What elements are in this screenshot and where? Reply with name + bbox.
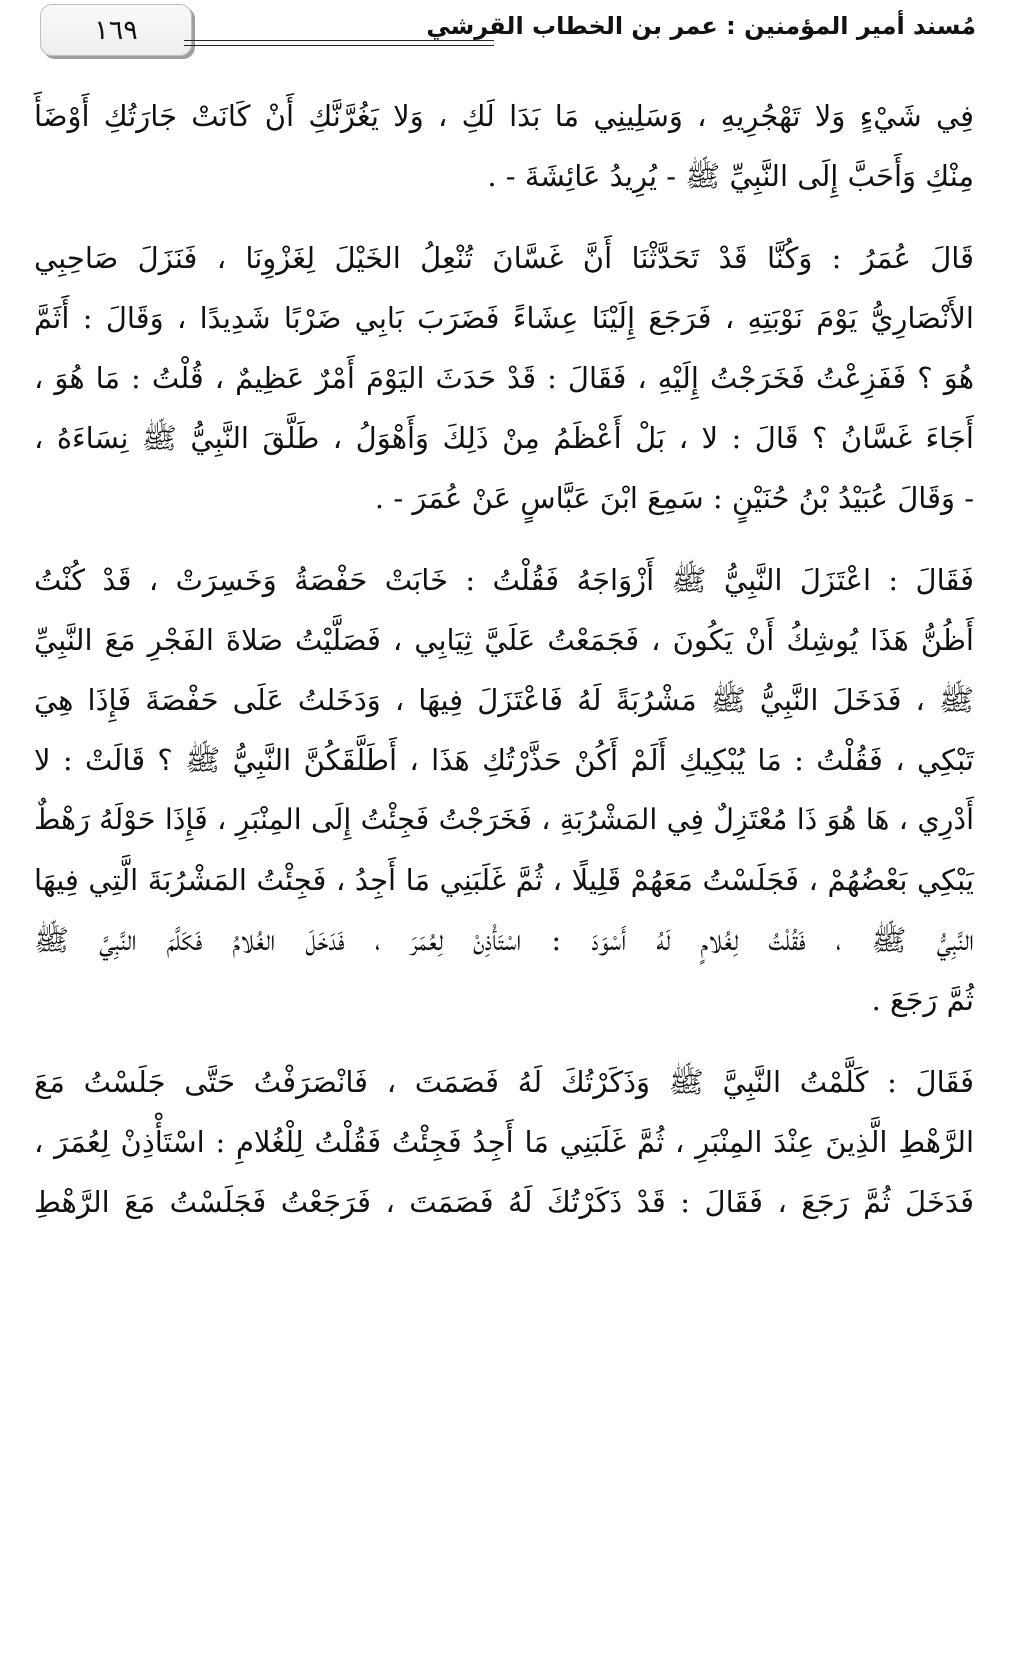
page-header [34, 2, 976, 62]
text-line: فَقَالَ : كَلَّمْتُ النَّبِيَّ ﷺ وَذَكَرْتُكَ لَهُ فَصَمَتَ ، فَانْصَرَفْتُ حَتَّى جَلَسْتُ مَعَ [34, 1065, 974, 1099]
text-line: تَبْكِي ، فَقُلْتُ : مَا يُبْكِيكِ أَلَمْ أَكُنْ حَذَّرْتُكِ هَذَا ، أَطَلَّقَكُنَّ النَّبِيُّ ﷺ ؟ قَالَتْ : لا [34, 743, 974, 777]
text-line: ﷺ ، فَدَخَلَ النَّبِيُّ ﷺ مَشْرُبَةً لَهُ فَاعْتَزَلَ فِيهَا ، وَدَخَلتُ عَلَى حَفْصَةَ فَإِذَا هِيَ [34, 683, 974, 717]
body-text [34, 86, 974, 1232]
text-line: أَجَاءَ غَسَّانُ ؟ قَالَ : لا ، بَلْ أَعْظَمُ مِنْ ذَلِكَ وَأَهْوَلُ ، طَلَّقَ النَّبِيُّ ﷺ نِسَاءَهُ ، [34, 421, 974, 455]
text-line: يَبْكِي بَعْضُهُمْ ، فَجَلَسْتُ مَعَهُمْ قَلِيلًا ، ثُمَّ غَلَبَنِي مَا أَجِدُ ، فَجِئْتُ المَشْرُبَةَ الَّتِي فِيهَا [34, 863, 974, 897]
text-line: هُوَ ؟ فَفَزِعْتُ فَخَرَجْتُ إِلَيْهِ ، فَقَالَ : قَدْ حَدَثَ اليَوْمَ أَمْرٌ عَظِيمٌ ، قُلْتُ : مَا هُوَ ، [34, 361, 974, 395]
text-line: الرَّهْطِ الَّذِينَ عِنْدَ المِنْبَرِ ، ثُمَّ غَلَبَنِي مَا أَجِدُ فَجِئْتُ فَقُلْتُ لِلْغُلامِ : اسْتَأْذِنْ لِعُمَرَ ، [34, 1125, 974, 1159]
paragraph-4 [34, 1052, 974, 1232]
text-line: الأَنْصَارِيُّ يَوْمَ نَوْبَتِهِ ، فَرَجَعَ إِلَيْنَا عِشَاءً فَضَرَبَ بَابِي ضَرْبًا شَدِيدًا ، وَقَالَ : أَثَمَّ [34, 301, 974, 335]
paragraph-1 [34, 86, 974, 206]
text-line: - وَقَالَ عُبَيْدُ بْنُ حُنَيْنٍ : سَمِعَ ابْنَ عَبَّاسٍ عَنْ عُمَرَ - . [374, 481, 974, 515]
text-line: النَّبِيُّ ﷺ ، فَقُلْتُ لِغُلامٍ لَهُ أَسْوَدَ : اسْتَأْذِنْ لِعُمَرَ ، فَدَخَلَ الغُلامُ فَكَلَّمَ النَّبِيَّ ﷺ [34, 923, 974, 957]
text-line: فَدَخَلَ ثُمَّ رَجَعَ ، فَقَالَ : قَدْ ذَكَرْتُكَ لَهُ فَصَمَتَ ، فَرَجَعْتُ فَجَلَسْتُ مَعَ الرَّهْطِ [34, 1185, 974, 1219]
text-line: أَظُنُّ هَذَا يُوشِكُ أَنْ يَكُونَ ، فَجَمَعْتُ عَلَيَّ ثِيَابِي ، فَصَلَّيْتُ صَلاةَ الفَجْرِ مَعَ النَّبِيِّ [34, 623, 974, 657]
text-line: مِنْكِ وَأَحَبَّ إِلَى النَّبِيِّ ﷺ - يُرِيدُ عَائِشَةَ - . [487, 159, 974, 193]
paragraph-3 [34, 550, 974, 1030]
text-line: فَقَالَ : اعْتَزَلَ النَّبِيُّ ﷺ أَزْوَاجَهُ فَقُلْتُ : خَابَتْ حَفْصَةُ وَخَسِرَتْ ، قَدْ كُنْتُ [34, 563, 974, 597]
text-line: فِي شَيْءٍ وَلا تَهْجُرِيهِ ، وَسَلِينِي مَا بَدَا لَكِ ، وَلا يَغُرَّنَّكِ أَنْ كَانَتْ جَارَتُكِ أَوْضَأَ [34, 99, 974, 133]
text-line: قَالَ عُمَرُ : وَكُنَّا قَدْ تَحَدَّثْنَا أَنَّ غَسَّانَ تُنْعِلُ الخَيْلَ لِغَزْوِنَا ، فَنَزَلَ صَاحِبِي [34, 241, 974, 275]
paragraph-2 [34, 228, 974, 528]
running-title: مُسند أمير المؤمنين : عمر بن الخطاب القرشي [426, 12, 976, 40]
text-line: ثُمَّ رَجَعَ . [871, 983, 974, 1017]
page-number-box [40, 4, 192, 56]
page-number: ١٦٩ [94, 14, 138, 46]
text-line: أَدْرِي ، هَا هُوَ ذَا مُعْتَزِلٌ فِي المَشْرُبَةِ ، فَخَرَجْتُ فَجِئْتُ إِلَى المِنْبَرِ ، فَإِذَا حَوْلَهُ رَهْطٌ [34, 803, 974, 836]
